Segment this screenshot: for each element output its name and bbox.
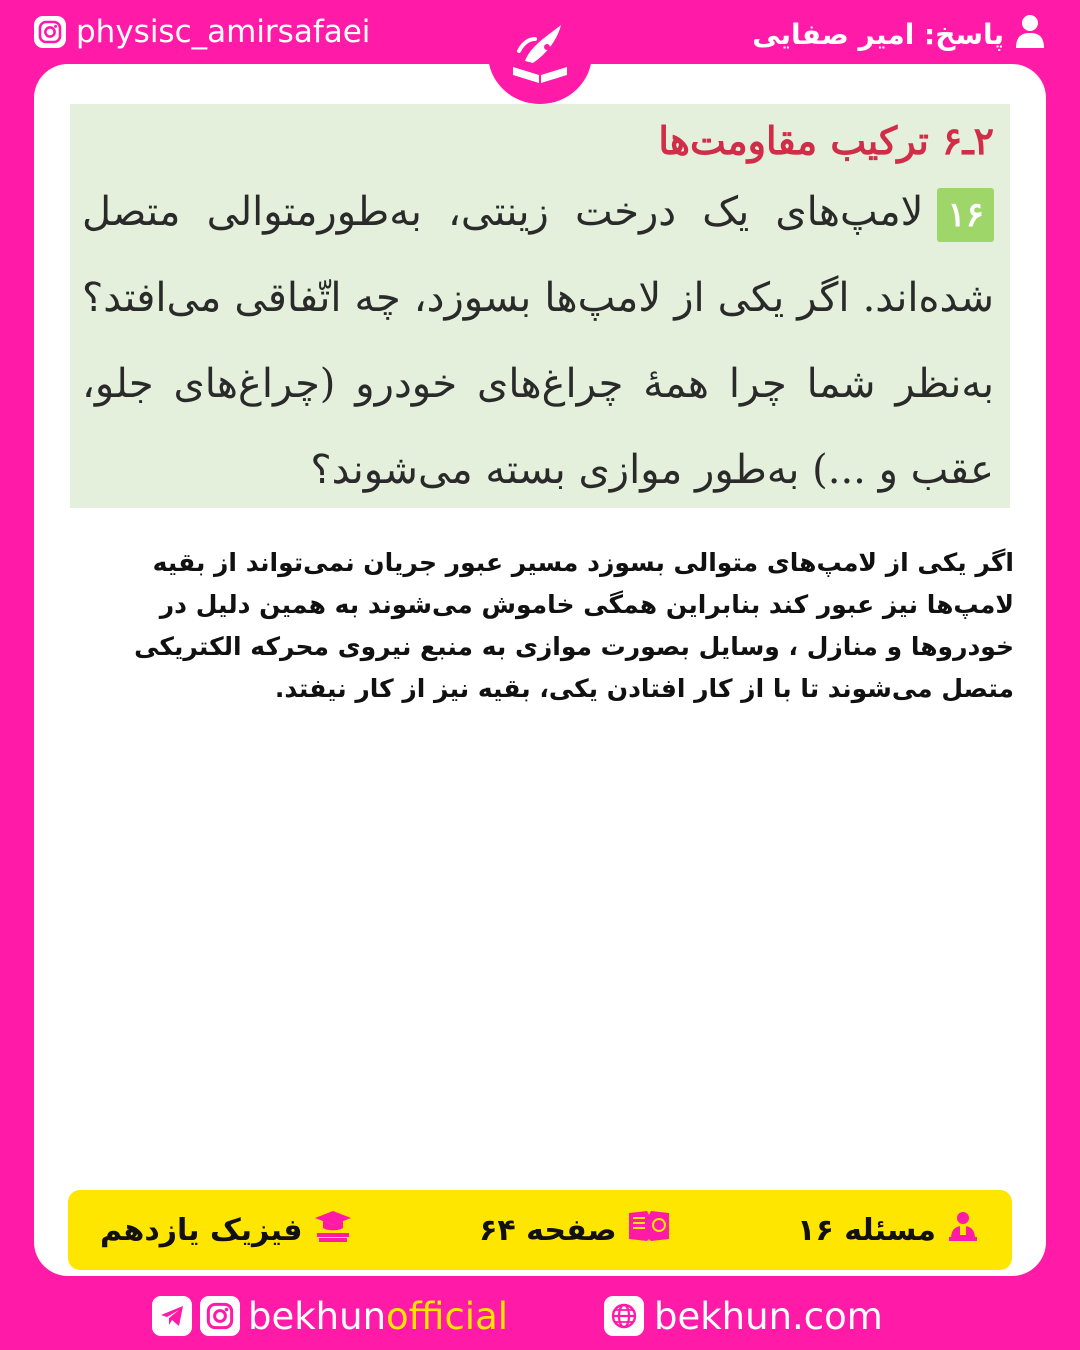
instagram-handle-text: physisc_amirsafaei	[76, 14, 371, 50]
social-handle-suffix: official	[386, 1294, 509, 1338]
telegram-icon[interactable]	[152, 1296, 192, 1336]
website-link[interactable]	[604, 1292, 883, 1340]
question-body	[82, 169, 994, 513]
footer	[0, 1282, 1080, 1350]
answer-credit-text: پاسخ: امیر صفایی	[752, 17, 1004, 51]
subject-info	[100, 1209, 353, 1251]
content-card	[34, 64, 1046, 1276]
graduation-cap-icon	[313, 1209, 353, 1251]
question-text: لامپ‌های یک درخت زینتی، به‌طورمتوالی متصل شده‌اند. اگر یکی از لامپ‌ها بسوزد، چه اتّفاقی می‌افتد؟ به‌نظر شما چرا همهٔ چراغ‌های خودرو (چراغ‌های جلو، عقب و ...) به‌طور موازی بسته می‌شوند؟	[82, 189, 994, 493]
user-icon	[1014, 14, 1046, 55]
problem-label: مسئله ۱۶	[797, 1212, 936, 1248]
instagram-handle[interactable]	[34, 12, 370, 52]
answer-text: اگر یکی از لامپ‌های متوالی بسوزد مسیر عبور جریان نمی‌تواند از بقیه لامپ‌ها نیز عبور کند بنابراین همگی خاموش می‌شوند به همین دلیل در خودروها و منازل ، وسایل بصورت موازی به منبع نیروی محرکه الکتریکی متصل می‌شوند تا با از کار افتادن یکی، بقیه نیز از کار نیفتد.	[134, 548, 1014, 703]
answer-credit	[752, 12, 1046, 56]
instagram-icon[interactable]	[200, 1296, 240, 1336]
info-bar	[68, 1190, 1012, 1270]
subject-label: فیزیک یازدهم	[100, 1212, 303, 1248]
book-logo-icon	[505, 17, 575, 91]
book-icon	[627, 1209, 671, 1251]
globe-icon	[604, 1296, 644, 1336]
social-handle-prefix: bekhun	[248, 1294, 387, 1338]
page-info	[479, 1209, 670, 1251]
brand-logo	[488, 4, 592, 104]
social-links[interactable]	[152, 1292, 508, 1340]
section-title: ۲ـ۶ ترکیب مقاومت‌ها	[658, 118, 994, 163]
problem-info	[797, 1209, 980, 1251]
teacher-icon	[946, 1209, 980, 1251]
page-label: صفحه ۶۴	[479, 1212, 617, 1248]
instagram-icon	[34, 16, 66, 48]
question-box	[70, 104, 1010, 508]
website-text: bekhun.com	[654, 1294, 883, 1338]
question-number: ۱۶	[937, 188, 994, 242]
social-handle	[248, 1295, 508, 1338]
